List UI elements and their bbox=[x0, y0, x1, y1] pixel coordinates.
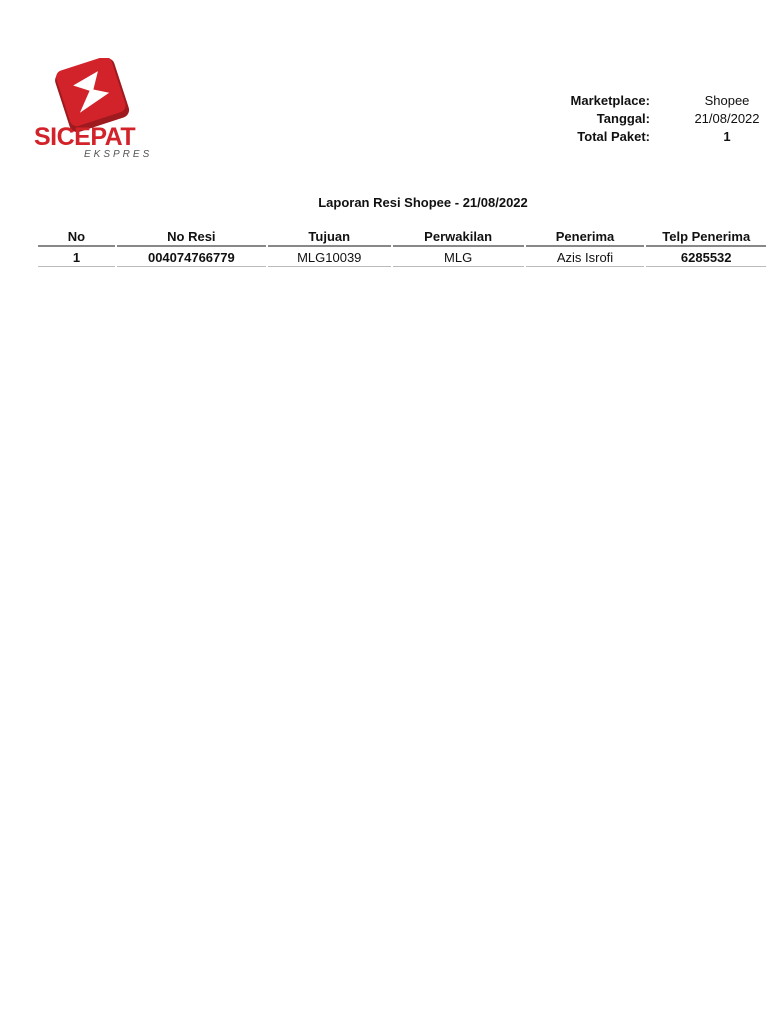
total-paket-value: 1 bbox=[723, 129, 731, 144]
marketplace-label: Marketplace: bbox=[570, 93, 650, 108]
cell-penerima: Azis Isrofi bbox=[526, 249, 645, 267]
report-title: Laporan Resi Shopee - 21/08/2022 bbox=[318, 195, 528, 210]
total-paket-label: Total Paket: bbox=[577, 129, 650, 144]
brand-name: SICEPAT bbox=[34, 123, 136, 151]
cell-perwakilan: MLG bbox=[393, 249, 524, 267]
col-penerima: Penerima bbox=[526, 228, 645, 247]
resi-table-container bbox=[36, 226, 768, 269]
resi-table bbox=[36, 226, 768, 269]
tanggal-value: 21/08/2022 bbox=[694, 111, 760, 126]
cell-telp-penerima: 6285532 bbox=[646, 249, 766, 267]
cell-no-resi: 004074766779 bbox=[117, 249, 266, 267]
marketplace-value: Shopee bbox=[704, 93, 750, 108]
cell-tujuan: MLG10039 bbox=[268, 249, 391, 267]
brand-subtitle: EKSPRES bbox=[84, 149, 153, 160]
sicepat-logo bbox=[34, 58, 153, 162]
report-meta bbox=[540, 92, 768, 146]
col-telp-penerima: Telp Penerima bbox=[646, 228, 766, 247]
tanggal-label: Tanggal: bbox=[596, 111, 650, 126]
meta-marketplace bbox=[540, 92, 768, 110]
meta-tanggal bbox=[540, 110, 768, 128]
col-perwakilan: Perwakilan bbox=[393, 228, 524, 247]
meta-total-paket bbox=[540, 128, 768, 146]
col-no-resi: No Resi bbox=[117, 228, 266, 247]
col-no: No bbox=[38, 228, 115, 247]
table-row bbox=[38, 249, 766, 267]
table-header-row bbox=[38, 228, 766, 247]
cell-no: 1 bbox=[38, 249, 115, 267]
col-tujuan: Tujuan bbox=[268, 228, 391, 247]
